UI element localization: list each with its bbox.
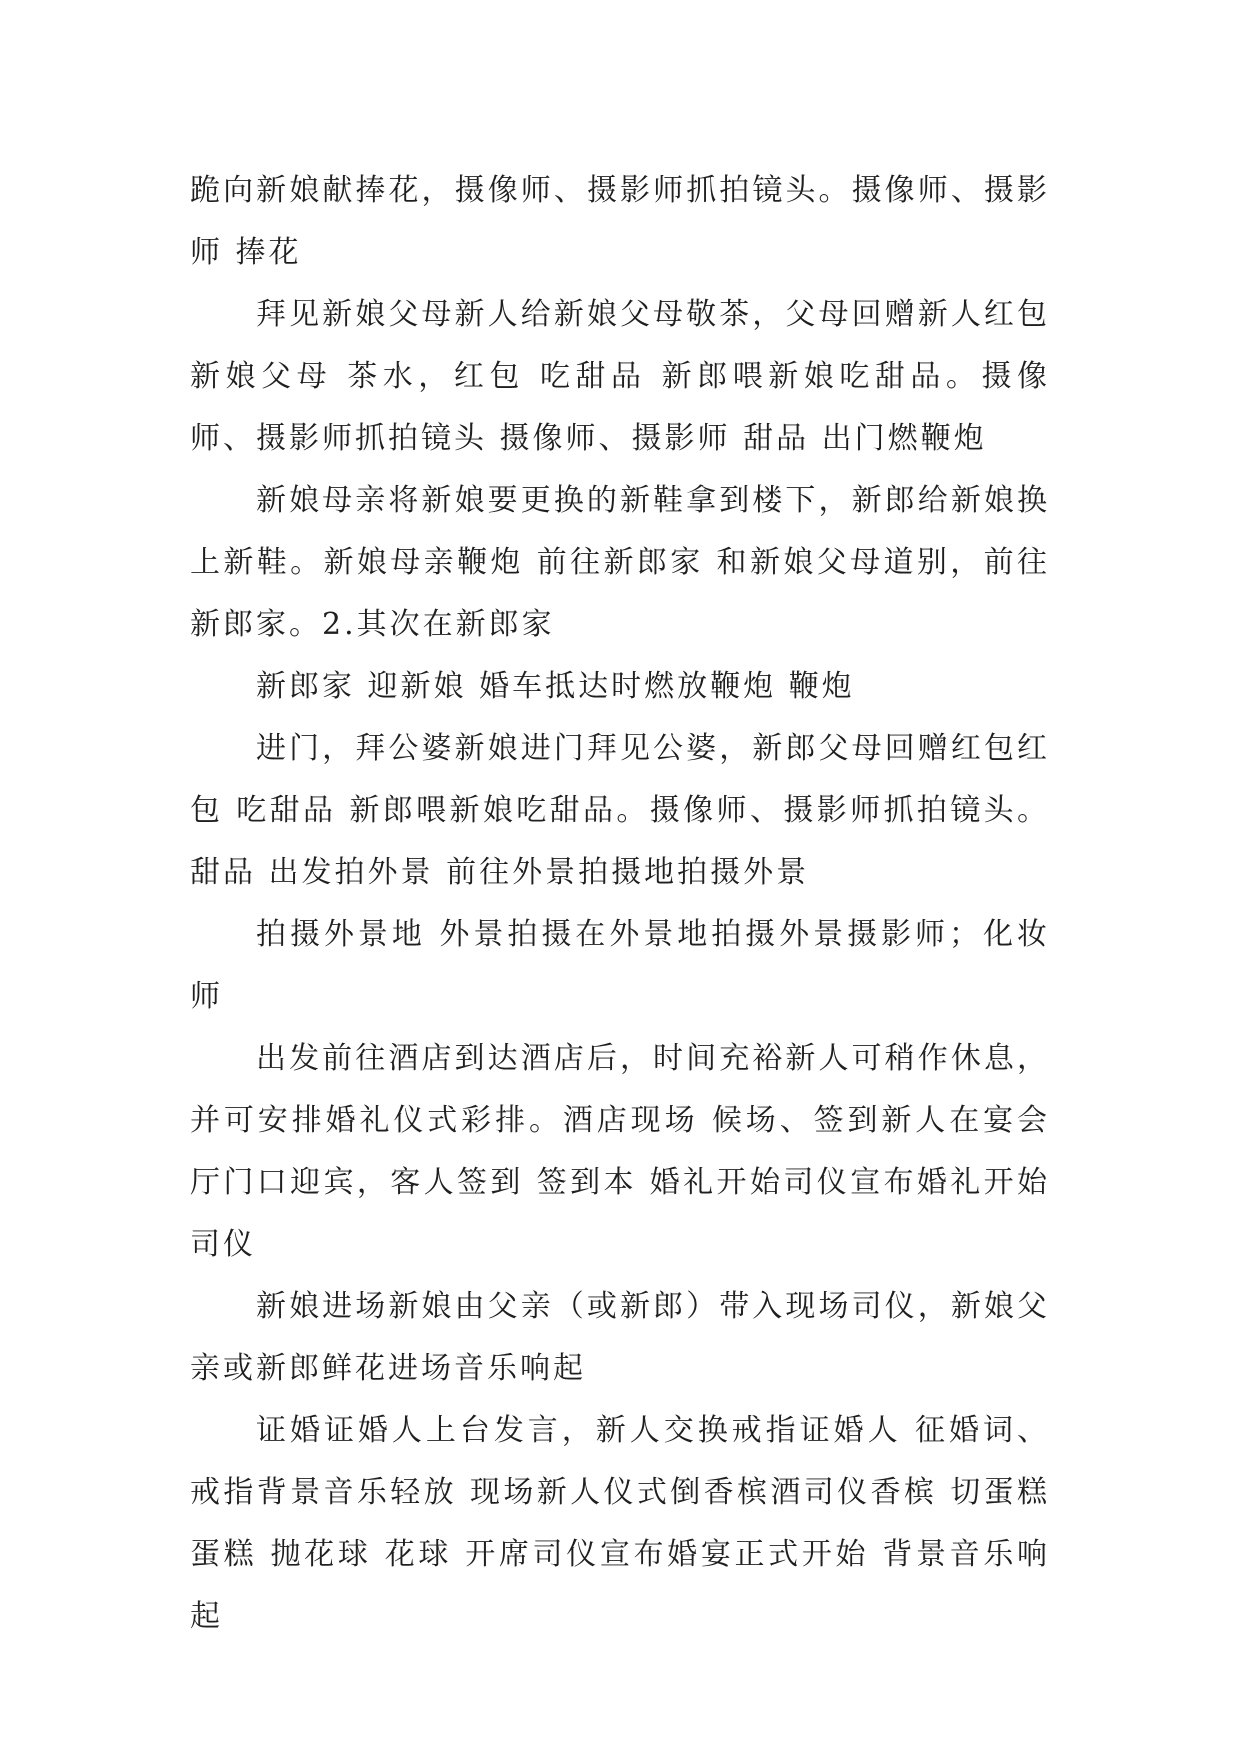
paragraph-3: 新娘母亲将新娘要更换的新鞋拿到楼下，新郎给新娘换上新鞋。新娘母亲鞭炮 前往新郎家 和新娘父母道别，前往新郎家。2.其次在新郎家 [190, 483, 1050, 642]
paragraph-9: 证婚证婚人上台发言，新人交换戒指证婚人 征婚词、戒指背景音乐轻放 现场新人仪式倒香槟酒司仪香槟 切蛋糕 蛋糕 抛花球 花球 开席司仪宣布婚宴正式开始 背景音乐响起 [190, 1413, 1063, 1634]
paragraph-4: 新郎家 迎新娘 婚车抵达时燃放鞭炮 鞭炮 [256, 669, 855, 704]
paragraph-6: 拍摄外景地 外景拍摄在外景地拍摄外景摄影师；化妆师 [190, 917, 1050, 1014]
paragraph-8: 新娘进场新娘由父亲（或新郎）带入现场司仪，新娘父亲或新郎鲜花进场音乐响起 [190, 1289, 1050, 1386]
paragraph-2: 拜见新娘父母新人给新娘父母敬茶，父母回赠新人红包新娘父母 茶水，红包 吃甜品 新郎喂新娘吃甜品。摄像师、摄影师抓拍镜头 摄像师、摄影师 甜品 出门燃鞭炮 [190, 297, 1050, 456]
paragraph-1: 跪向新娘献捧花，摄像师、摄影师抓拍镜头。摄像师、摄影师 捧花 [190, 173, 1050, 270]
document-body [190, 160, 1063, 1648]
paragraph-7: 出发前往酒店到达酒店后，时间充裕新人可稍作休息，并可安排婚礼仪式彩排。酒店现场 候场、签到新人在宴会厅门口迎宾，客人签到 签到本 婚礼开始司仪宣布婚礼开始司仪 [190, 1041, 1050, 1262]
paragraph-5: 进门，拜公婆新娘进门拜见公婆，新郎父母回赠红包红包 吃甜品 新郎喂新娘吃甜品。摄像师、摄影师抓拍镜头。甜品 出发拍外景 前往外景拍摄地拍摄外景 [190, 731, 1050, 890]
